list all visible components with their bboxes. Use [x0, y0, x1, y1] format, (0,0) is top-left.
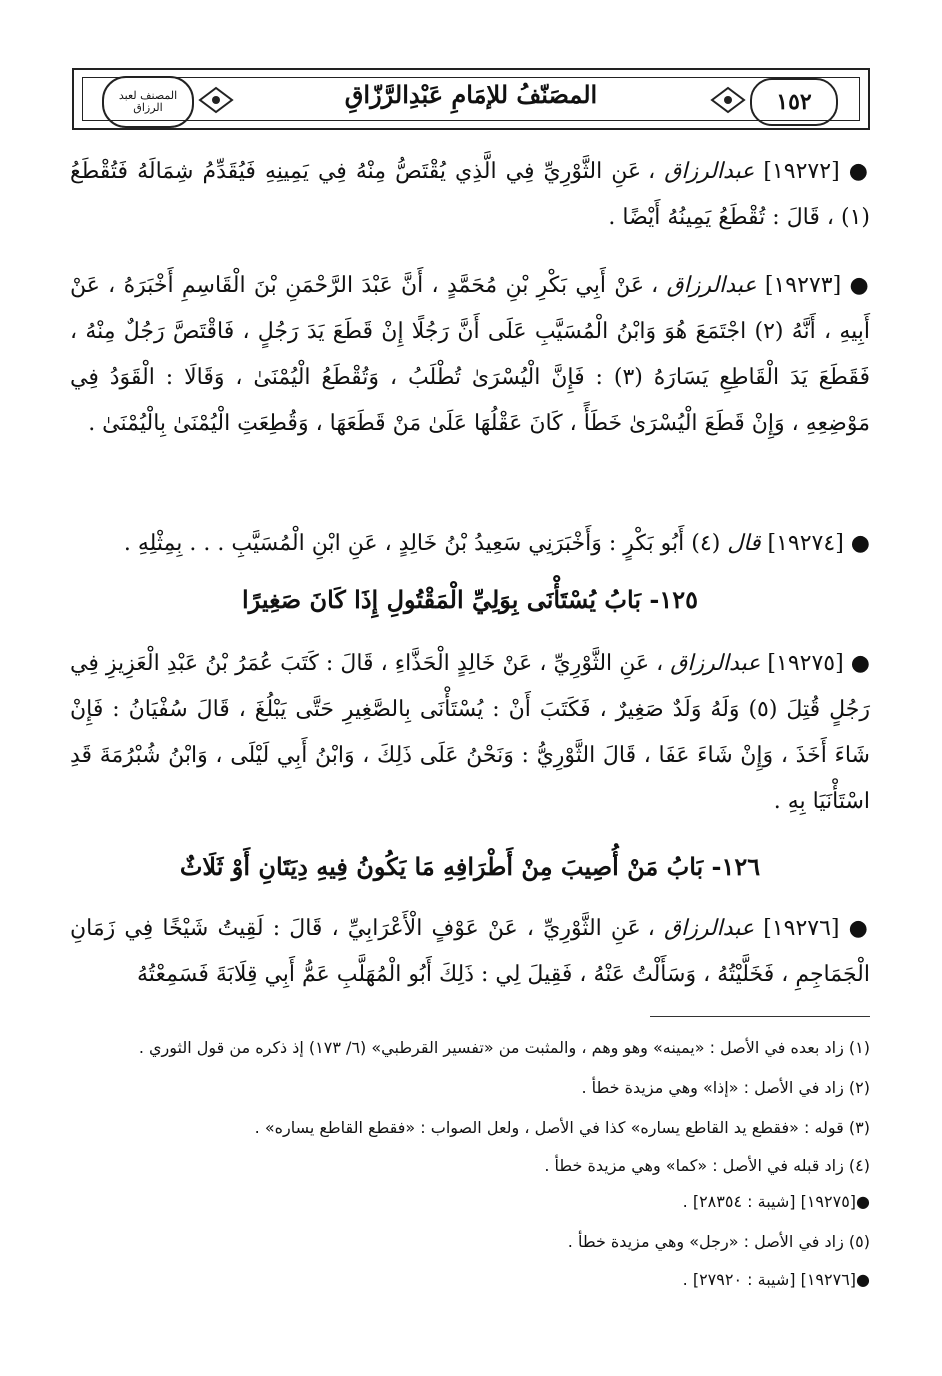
- footnote-3: (٣) قوله : «فقطع يد القاطع يساره» كذا في الأصل ، ولعل الصواب : «فقطع القاطع يساره» .: [254, 1118, 870, 1137]
- hadith-entry-19276: [70, 905, 870, 998]
- footnote-5: (٥) زاد في الأصل : «رجل» وهي مزيدة خطأ .: [567, 1232, 870, 1251]
- bullet: ●: [850, 530, 870, 556]
- chapter-heading-125: ١٢٥- بَابُ يُسْتَأْنَى بِوَلِيِّ الْمَقْتُولِ إِذَا كَانَ صَغِيرًا: [242, 585, 698, 614]
- book-title: المصَنّفُ للإمَامِ عَبْدِالرَّزّاقِ: [344, 80, 598, 109]
- hadith-number: [١٩٢٧٢]: [763, 159, 840, 184]
- ornament-left-icon: [196, 84, 236, 116]
- footnote-1: (١) زاد بعده في الأصل : «يمينه» وهو وهم ، والمثبت من «تفسير القرطبي» (٦/ ١٧٣) إذ ذكره من قول الثوري .: [138, 1038, 870, 1057]
- bullet: ●: [850, 650, 871, 676]
- hadith-number: [١٩٢٧٤]: [767, 531, 844, 556]
- bullet: ●: [848, 158, 870, 184]
- hadith-number: [١٩٢٧٥]: [767, 651, 844, 676]
- hadith-entry-19274: [70, 520, 870, 567]
- page-header: [72, 68, 870, 130]
- hadith-entry-19272: [70, 148, 870, 241]
- hadith-number: [١٩٢٧٣]: [764, 273, 842, 298]
- source-ref-19275: ●[١٩٢٧٥] [شيبة : ٢٨٣٥٤] .: [682, 1192, 870, 1211]
- narrator: عبدالرزاق: [664, 159, 755, 184]
- emblem-text: المصنف لعبد الرزاق: [118, 89, 178, 114]
- narrator: عبدالرزاق: [666, 273, 757, 298]
- narrator: عبدالرزاق: [670, 651, 761, 676]
- hadith-text: (٤) أَبُو بَكْرٍ : وَأَخْبَرَنِي سَعِيدُ بْنُ خَالِدٍ ، عَنِ ابْنِ الْمُسَيَّبِ . . . بِمِثْلِهِ .: [123, 531, 721, 556]
- hadith-text: ، عَنِ الثَّوْرِيِّ فِي الَّذِي يُقْتَصُّ مِنْهُ فِي يَمِينِهِ فَيُقَدِّمُ شِمَالَهُ فَتُقْطَعُ (١) ، قَالَ : تُقْطَعُ يَمِينُهُ أَيْضًا .: [70, 159, 870, 230]
- hadith-text: ، عَنِ الثَّوْرِيِّ ، عَنْ خَالِدٍ الْحَذَّاءِ ، قَالَ : كَتَبَ عُمَرُ بْنُ عَبْدِ الْعَزِيزِ فِي رَجُلٍ قُتِلَ (٥) وَلَهُ وَلَدٌ صَغِيرٌ ، فَكَتَبَ أَنْ : يُسْتَأْنَى بِالصَّغِيرِ حَتَّى يَبْلُغَ ، قَالَ سُفْيَانُ : فَإِنْ شَاءَ أَخَذَ ، وَإِنْ شَاءَ عَفَا ، قَالَ الثَّوْرِيُّ : وَنَحْنُ عَلَى ذَلِكَ ، وَابْنُ أَبِي لَيْلَى ، وَابْنُ شُبْرُمَةَ قَدِ اسْتَأْنَيَا بِهِ .: [70, 651, 870, 814]
- footnote-2: (٢) زاد في الأصل : «إذا» وهي مزيدة خطأ .: [581, 1078, 870, 1097]
- ornament-right-icon: [708, 84, 748, 116]
- footnote-divider: [650, 1016, 870, 1017]
- bullet: ●: [849, 272, 870, 298]
- source-ref-19276: ●[١٩٢٧٦] [شيبة : ٢٧٩٢٠] .: [682, 1270, 870, 1289]
- chapter-heading-126: ١٢٦- بَابُ مَنْ أُصِيبَ مِنْ أَطْرَافِهِ مَا يَكُونُ فِيهِ دِيَتَانِ أَوْ ثَلَاثٌ: [179, 852, 761, 881]
- hadith-text: ، عَنْ أَبِي بَكْرِ بْنِ مُحَمَّدٍ ، أَنَّ عَبْدَ الرَّحْمَنِ بْنَ الْقَاسِمِ أَخْبَرَهُ ، عَنْ أَبِيهِ ، أَنَّهُ (٢) اجْتَمَعَ هُوَ وَابْنُ الْمُسَيَّبِ عَلَى أَنَّ رَجُلًا إِنْ قَطَعَ يَدَ رَجُلٍ ، فَاقْتَصَّ رَجُلٌ مِنْهُ ، فَقَطَعَ يَدَ الْقَاطِعِ يَسَارَهُ (٣) : فَإِنَّ الْيُسْرَىٰ تُطْلَبُ ، وَتُقْطَعُ الْيُمْنَىٰ ، وَقَالَا : الْقَوَدُ فِي مَوْضِعِهِ ، وَإِنْ قَطَعَ الْيُسْرَىٰ خَطَأً ، كَانَ عَقْلُهَا عَلَىٰ مَنْ قَطَعَهَا ، وَقُطِعَتِ الْيُمْنَىٰ بِالْيُمْنَىٰ .: [70, 273, 870, 436]
- hadith-entry-19275: [70, 640, 870, 825]
- hadith-entry-19273: [70, 262, 870, 447]
- narrator: قال: [727, 531, 761, 556]
- hadith-text: ، عَنِ الثَّوْرِيِّ ، عَنْ عَوْفٍ الْأَعْرَابِيِّ ، قَالَ : لَقِيتُ شَيْخًا فِي زَمَانِ الْجَمَاجِمِ ، فَخَلَّيْتُهُ ، وَسَأَلْتُ عَنْهُ ، فَقِيلَ لِي : ذَلِكَ أَبُو الْمُهَلَّبِ عَمُّ أَبِي قِلَابَةَ فَسَمِعْتُهُ: [70, 916, 870, 987]
- bullet: ●: [848, 915, 870, 941]
- hadith-number: [١٩٢٧٦]: [763, 916, 840, 941]
- narrator: عبدالرزاق: [664, 916, 755, 941]
- footnote-4: (٤) زاد قبله في الأصل : «كما» وهي مزيدة خطأ .: [544, 1156, 870, 1175]
- book-emblem: [102, 76, 194, 128]
- page-number: ١٥٢: [750, 78, 838, 126]
